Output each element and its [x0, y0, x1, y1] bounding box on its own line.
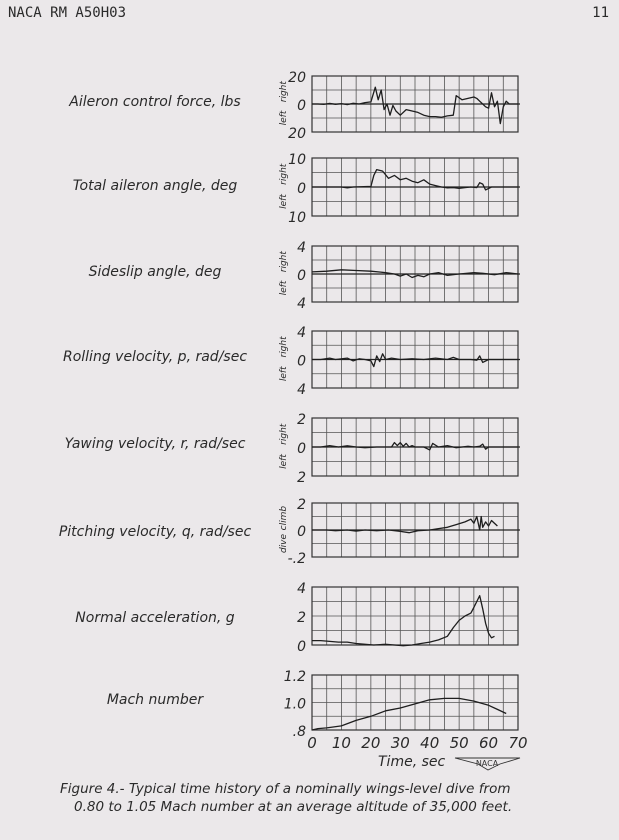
page-number: 11	[592, 5, 609, 21]
y-tick-label: .8	[292, 724, 306, 740]
logo-text: NACA	[475, 759, 499, 768]
y-tick-label: 10	[288, 152, 306, 168]
caption-line-2: 0.80 to 1.05 Mach number at an average altitude of 35,000 feet.	[74, 799, 513, 815]
y-tick-label: 0	[297, 181, 306, 197]
x-tick-label: 70	[508, 734, 528, 752]
y-tick-label: 0	[297, 639, 306, 655]
y-tick-label: 0	[297, 98, 306, 114]
x-tick-label: 40	[420, 734, 440, 752]
chart-panel	[279, 70, 520, 142]
y-tick-label: 2	[297, 470, 306, 486]
y-tick-label: -.2	[287, 551, 306, 567]
y-tick-label: 20	[288, 126, 306, 142]
panel-title: Aileron control force, lbs	[69, 94, 241, 110]
x-tick-label: 0	[307, 734, 317, 752]
y-tick-label: 2	[297, 610, 306, 626]
sense-label-top: right	[279, 336, 289, 358]
panel-title: Yawing velocity, r, rad/sec	[64, 436, 246, 452]
panel-title: Mach number	[106, 692, 204, 708]
y-tick-label: 2	[297, 412, 306, 428]
y-tick-label: 0	[297, 441, 306, 457]
sense-label-bottom: left	[279, 110, 289, 126]
y-tick-label: 4	[297, 581, 306, 597]
y-tick-label: 1.2	[283, 669, 306, 685]
y-tick-label: 4	[297, 296, 306, 312]
series-line	[312, 596, 495, 646]
report-id: NACA RM A50H03	[8, 5, 127, 21]
naca-logo	[455, 758, 520, 770]
chart-panel	[279, 412, 520, 486]
chart-panel	[279, 497, 520, 567]
y-tick-label: 0	[297, 268, 306, 284]
panel-title: Rolling velocity, p, rad/sec	[62, 349, 248, 365]
sense-label-bottom: left	[279, 454, 289, 469]
x-tick-label: 30	[390, 734, 410, 752]
figure-caption	[60, 780, 580, 816]
y-tick-label: 2	[297, 497, 306, 513]
y-tick-label: 0	[297, 353, 306, 370]
sense-label-top: right	[279, 163, 289, 185]
x-tick-label: 10	[331, 734, 351, 752]
panel-title: Sideslip angle, deg	[88, 264, 222, 280]
caption-line-1: Figure 4.- Typical time history of a nominally wings-level dive from	[60, 781, 511, 797]
chart-panel	[279, 240, 520, 312]
x-tick-label: 20	[361, 734, 381, 752]
chart-panel	[279, 325, 520, 398]
sense-label-top: right	[279, 251, 289, 273]
y-tick-label: 4	[297, 240, 306, 256]
x-tick-label: 60	[479, 734, 499, 752]
panel-title: Total aileron angle, deg	[72, 178, 238, 194]
y-tick-label: 1.0	[283, 696, 306, 713]
chart-panel	[297, 581, 518, 655]
sense-label-top: climb	[279, 505, 289, 531]
y-tick-label: 20	[288, 70, 306, 86]
sense-label-bottom: left	[279, 366, 289, 382]
panel-title: Pitching velocity, q, rad/sec	[58, 524, 252, 540]
sense-label-top: right	[279, 423, 289, 445]
x-tick-label: 50	[449, 734, 469, 752]
sense-label-top: right	[279, 81, 289, 103]
sense-label-bottom: left	[279, 194, 289, 209]
y-tick-label: 4	[297, 382, 306, 398]
y-tick-label: 10	[288, 210, 306, 226]
y-tick-label: 4	[297, 325, 306, 341]
x-axis-label: Time, sec	[378, 754, 446, 770]
chart-panel	[279, 152, 520, 226]
sense-label-bottom: left	[279, 280, 289, 296]
panel-title: Normal acceleration, g	[75, 610, 235, 626]
sense-label-bottom: dive	[279, 533, 289, 554]
y-tick-label: 0	[297, 524, 306, 540]
chart-panel	[284, 669, 518, 740]
